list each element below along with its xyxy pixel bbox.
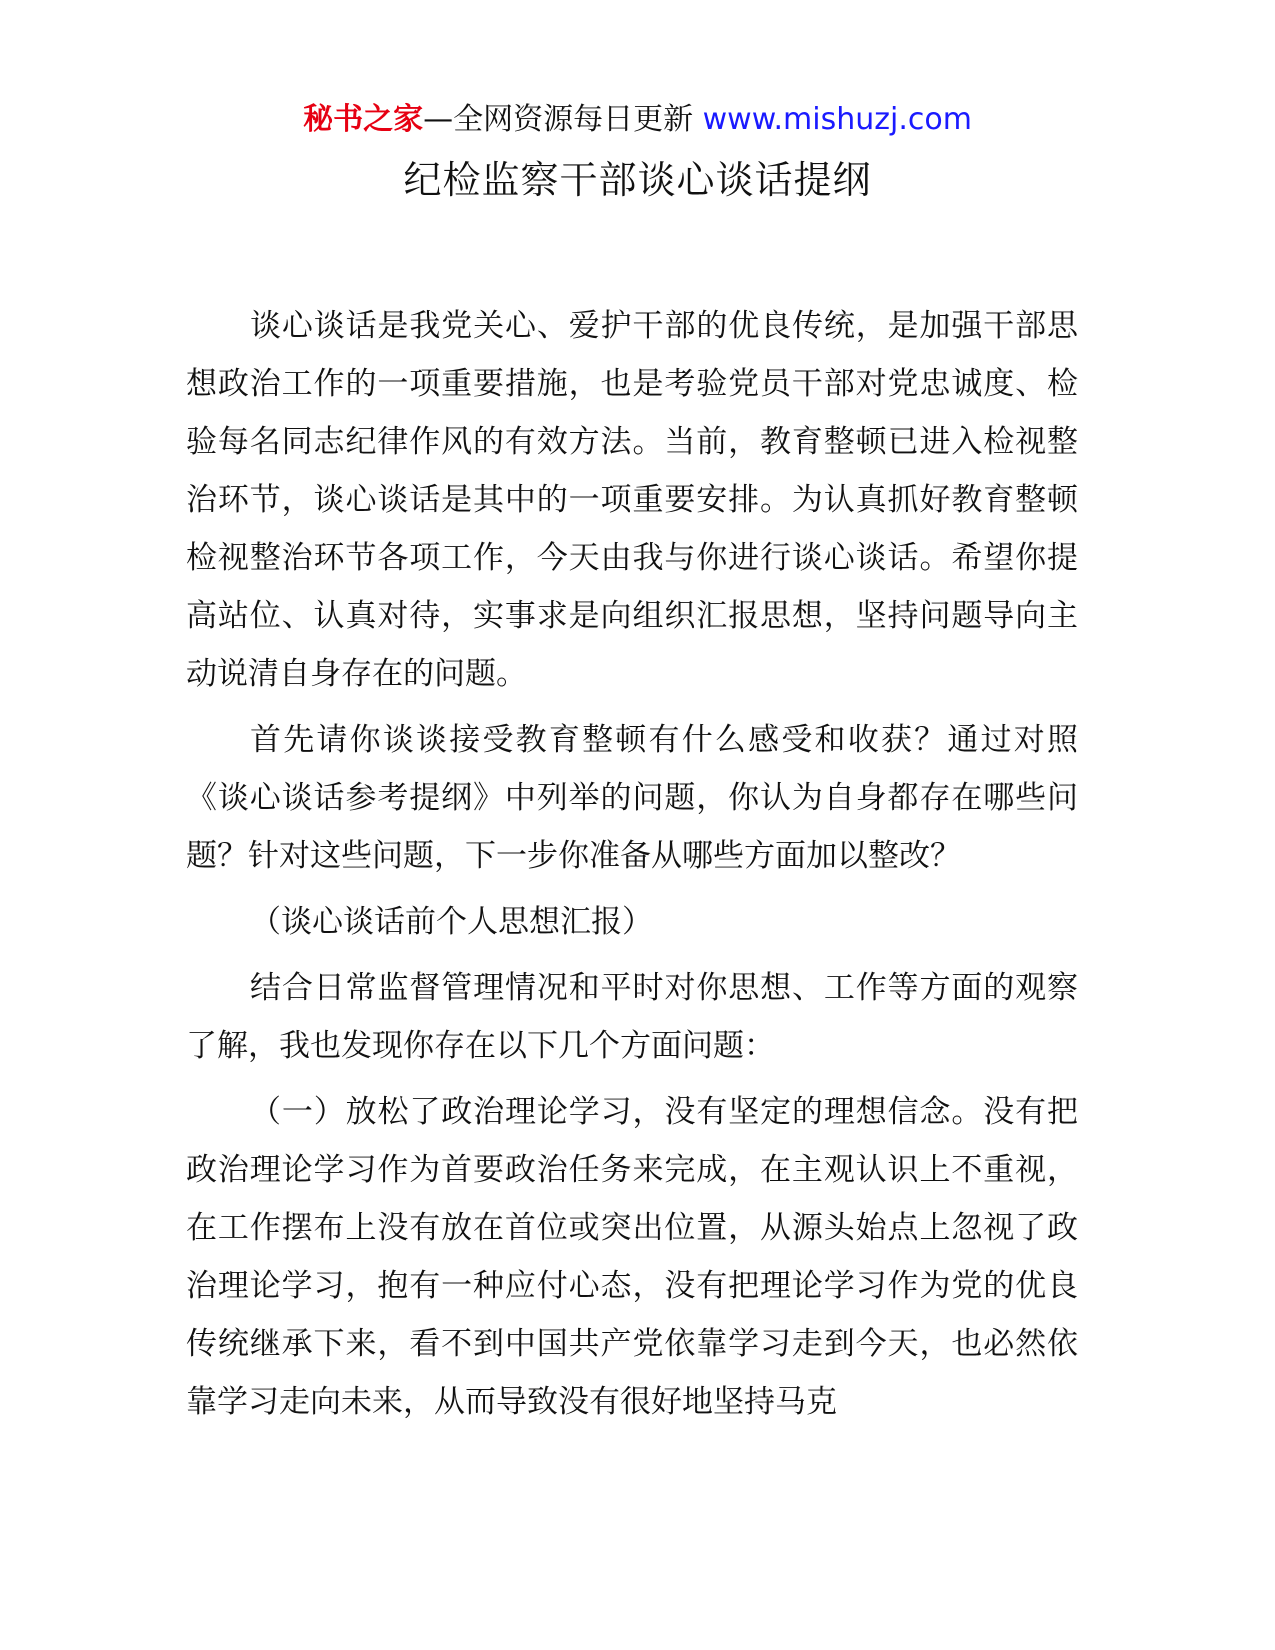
site-header (0, 100, 1275, 140)
document-body (186, 297, 1078, 1439)
header-slogan: —全网资源每日更新 (423, 102, 703, 137)
brand-name: 秘书之家 (303, 102, 424, 137)
paragraph-report-note: （谈心谈话前个人思想汇报） (250, 904, 653, 940)
paragraph-issue-one: （一）放松了政治理论学习，没有坚定的理想信念。没有把政治理论学习作为首要政治任务来完成，在主观认识上不重视，在工作摆布上没有放在首位或突出位置，从源头始点上忽视了政治理论学习，抱有一种应付心态，没有把理论学习作为党的优良传统继承下来，看不到中国共产党依靠学习走到今天，也必然依靠学习走向未来，从而导致没有很好地坚持马克 (186, 1094, 1078, 1420)
document-title: 纪检监察干部谈心谈话提纲 (403, 158, 872, 202)
site-url-link[interactable]: www.mishuzj.com (702, 102, 972, 137)
paragraph-observations: 结合日常监督管理情况和平时对你思想、工作等方面的观察了解，我也发现你存在以下几个方面问题： (186, 970, 1078, 1064)
paragraph-intro: 谈心谈话是我党关心、爱护干部的优良传统，是加强干部思想政治工作的一项重要措施，也是考验党员干部对党忠诚度、检验每名同志纪律作风的有效方法。当前，教育整顿已进入检视整治环节，谈心谈话是其中的一项重要安排。为认真抓好教育整顿检视整治环节各项工作，今天由我与你进行谈心谈话。希望你提高站位、认真对待，实事求是向组织汇报思想，坚持问题导向主动说清自身存在的问题。 (186, 308, 1078, 692)
paragraph-questions: 首先请你谈谈接受教育整顿有什么感受和收获？通过对照《谈心谈话参考提纲》中列举的问题，你认为自身都存在哪些问题？针对这些问题，下一步你准备从哪些方面加以整改？ (186, 722, 1078, 874)
